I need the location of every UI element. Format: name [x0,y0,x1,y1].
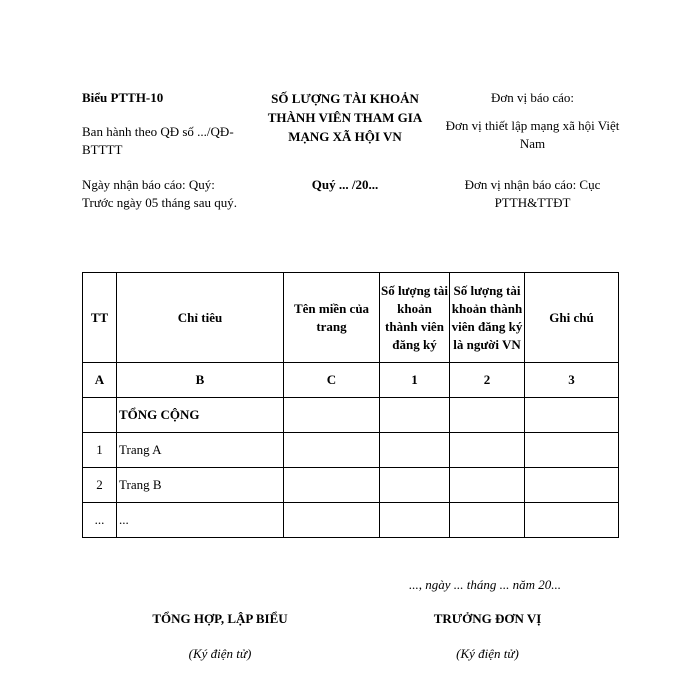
report-title-line-1: SỐ LƯỢNG TÀI KHOẢN [271,91,419,106]
row-tt [83,398,117,433]
empty-cell [380,433,450,468]
code-cell: 3 [525,363,619,398]
table-row [83,503,619,538]
header-domain: Tên miền của trang [284,273,380,363]
empty-cell [380,503,450,538]
empty-cell [525,398,619,433]
row-tt: 1 [83,433,117,468]
header-member-count: Số lượng tài khoản thành viên đăng ký [380,273,450,363]
header-note: Ghi chú [525,273,619,363]
receive-date-text: Ngày nhận báo cáo: Quý: Trước ngày 05 tháng sau quý. [82,177,237,210]
table-code-row [83,363,619,398]
compiler-title: TỔNG HỢP, LẬP BIỂU [152,611,288,626]
empty-cell [525,433,619,468]
empty-cell [380,398,450,433]
empty-cell [284,433,380,468]
report-table [82,272,619,538]
table-row [83,433,619,468]
receiving-unit-text: Đơn vị nhận báo cáo: Cục PTTH&TTĐT [464,177,601,210]
head-of-unit-title: TRƯỞNG ĐƠN VỊ [433,611,542,626]
row-item: TỔNG CỘNG [117,398,284,433]
table-header-row [83,273,619,363]
code-cell: A [83,363,117,398]
reporting-unit-value: Đơn vị thiết lập mạng xã hội Việt Nam [445,118,620,151]
code-cell: B [117,363,284,398]
empty-cell [284,398,380,433]
report-title [245,89,445,146]
header-chi-tieu: Chỉ tiêu [117,273,284,363]
header-vn-member-count: Số lượng tài khoản thành viên đăng ký là người VN [450,273,525,363]
table-row [83,398,619,433]
empty-cell [380,468,450,503]
row-item: Trang B [117,468,284,503]
code-cell: 2 [450,363,525,398]
empty-cell [284,503,380,538]
row-item: Trang A [117,433,284,468]
empty-cell [525,468,619,503]
report-title-line-2: THÀNH VIÊN THAM GIA [267,110,423,125]
issued-by-text: Ban hành theo QĐ số .../QĐ-BTTTT [82,124,234,157]
code-cell: C [284,363,380,398]
form-code: Biểu PTTH-10 [82,90,164,105]
empty-cell [450,398,525,433]
row-tt: ... [83,503,117,538]
code-cell: 1 [380,363,450,398]
report-period: Quý ... /20... [311,177,379,192]
empty-cell [450,468,525,503]
compiler-sign-note: (Ký điện tử) [188,646,252,661]
signing-date-line: ..., ngày ... tháng ... năm 20... [408,577,562,592]
empty-cell [525,503,619,538]
table-row [83,468,619,503]
header-tt: TT [83,273,117,363]
empty-cell [450,503,525,538]
empty-cell [450,433,525,468]
reporting-unit-label: Đơn vị báo cáo: [490,90,575,105]
report-title-line-3: MẠNG XÃ HỘI VN [288,129,402,144]
empty-cell [284,468,380,503]
row-item: ... [117,503,284,538]
head-of-unit-sign-note: (Ký điện tử) [456,646,519,661]
row-tt: 2 [83,468,117,503]
